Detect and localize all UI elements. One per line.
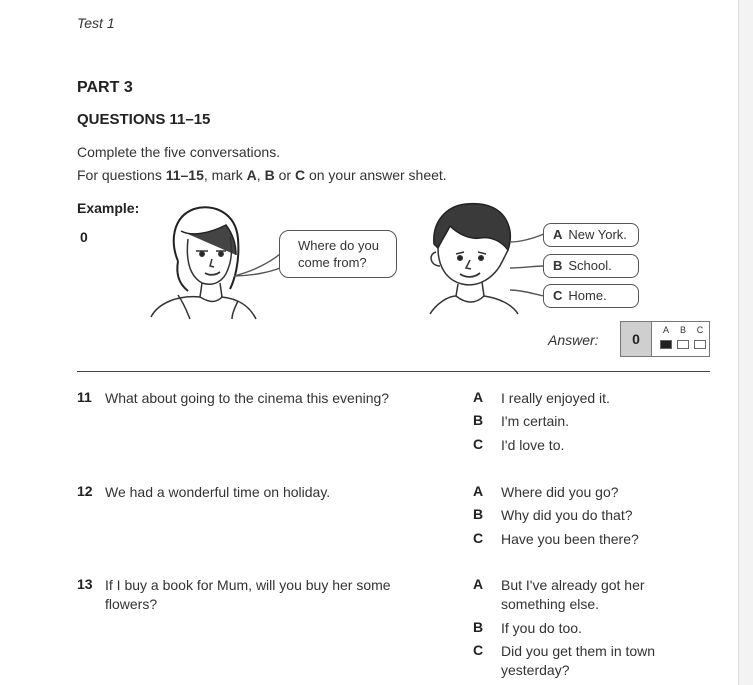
answer-cell-c bbox=[694, 340, 706, 349]
q13-option-a-letter: A bbox=[473, 576, 484, 592]
part-title: PART 3 bbox=[77, 79, 133, 96]
q13-option-c-text: Did you get them in town yesterday? bbox=[501, 643, 656, 678]
boy-illustration bbox=[428, 200, 520, 316]
example-number: 0 bbox=[80, 229, 88, 245]
speech-line-1: Where do you bbox=[298, 238, 379, 253]
example-label: Example: bbox=[77, 200, 140, 216]
question-13-number: 13 bbox=[77, 576, 93, 592]
answer-label: Answer: bbox=[548, 332, 599, 348]
answer-letter-c: C bbox=[696, 325, 704, 335]
q13-option-c-letter: C bbox=[473, 642, 484, 658]
q13-option-b-letter: B bbox=[473, 619, 484, 635]
q13-option-b-text: If you do too. bbox=[501, 620, 582, 636]
question-13-text: If I buy a book for Mum, will you buy her some flowers? bbox=[105, 577, 391, 612]
q13-option-a-text: But I've already got her something else. bbox=[501, 577, 645, 612]
instruction-line-1: Complete the five conversations. bbox=[77, 144, 281, 160]
q12-option-b-letter: B bbox=[473, 506, 484, 522]
speech-bubble bbox=[279, 230, 397, 278]
answer-letter-a: A bbox=[662, 325, 669, 335]
question-12-text: We had a wonderful time on holiday. bbox=[105, 484, 331, 500]
answer-box bbox=[620, 321, 710, 357]
q12-option-a-letter: A bbox=[473, 483, 484, 499]
speech-bubble-tail bbox=[232, 250, 284, 280]
q12-option-c-text: Have you been there? bbox=[501, 531, 639, 547]
answer-cell-a bbox=[660, 340, 672, 349]
q11-option-c-letter: C bbox=[473, 436, 484, 452]
question-12-number: 12 bbox=[77, 483, 93, 499]
answer-letter-b: B bbox=[679, 325, 686, 335]
answer-cell-b bbox=[677, 340, 689, 349]
question-11-text: What about going to the cinema this evening? bbox=[105, 390, 390, 406]
running-head: Test 1 bbox=[77, 15, 115, 31]
q11-option-b-text: I'm certain. bbox=[501, 413, 570, 429]
section-divider bbox=[77, 371, 710, 372]
question-11-number: 11 bbox=[77, 389, 92, 405]
example-option-c: C Home. bbox=[543, 284, 639, 308]
example-option-a: A New York. bbox=[543, 223, 639, 247]
questions-range-heading: QUESTIONS 11–15 bbox=[77, 111, 211, 128]
q12-option-a-text: Where did you go? bbox=[501, 484, 619, 500]
page-edge bbox=[738, 0, 753, 685]
q11-option-c-text: I'd love to. bbox=[501, 437, 565, 453]
q12-option-c-letter: C bbox=[473, 530, 484, 546]
q11-option-a-text: I really enjoyed it. bbox=[501, 390, 610, 406]
q11-option-a-letter: A bbox=[473, 389, 484, 405]
option-pointer-lines bbox=[508, 228, 548, 308]
q11-option-b-letter: B bbox=[473, 412, 484, 428]
instruction-line-2: For questions 11–15, mark A, B or C on your answer sheet. bbox=[77, 167, 447, 183]
example-option-b: B School. bbox=[543, 254, 639, 278]
q12-option-b-text: Why did you do that? bbox=[501, 507, 633, 523]
speech-line-2: come from? bbox=[298, 255, 367, 270]
answer-number: 0 bbox=[621, 322, 652, 356]
